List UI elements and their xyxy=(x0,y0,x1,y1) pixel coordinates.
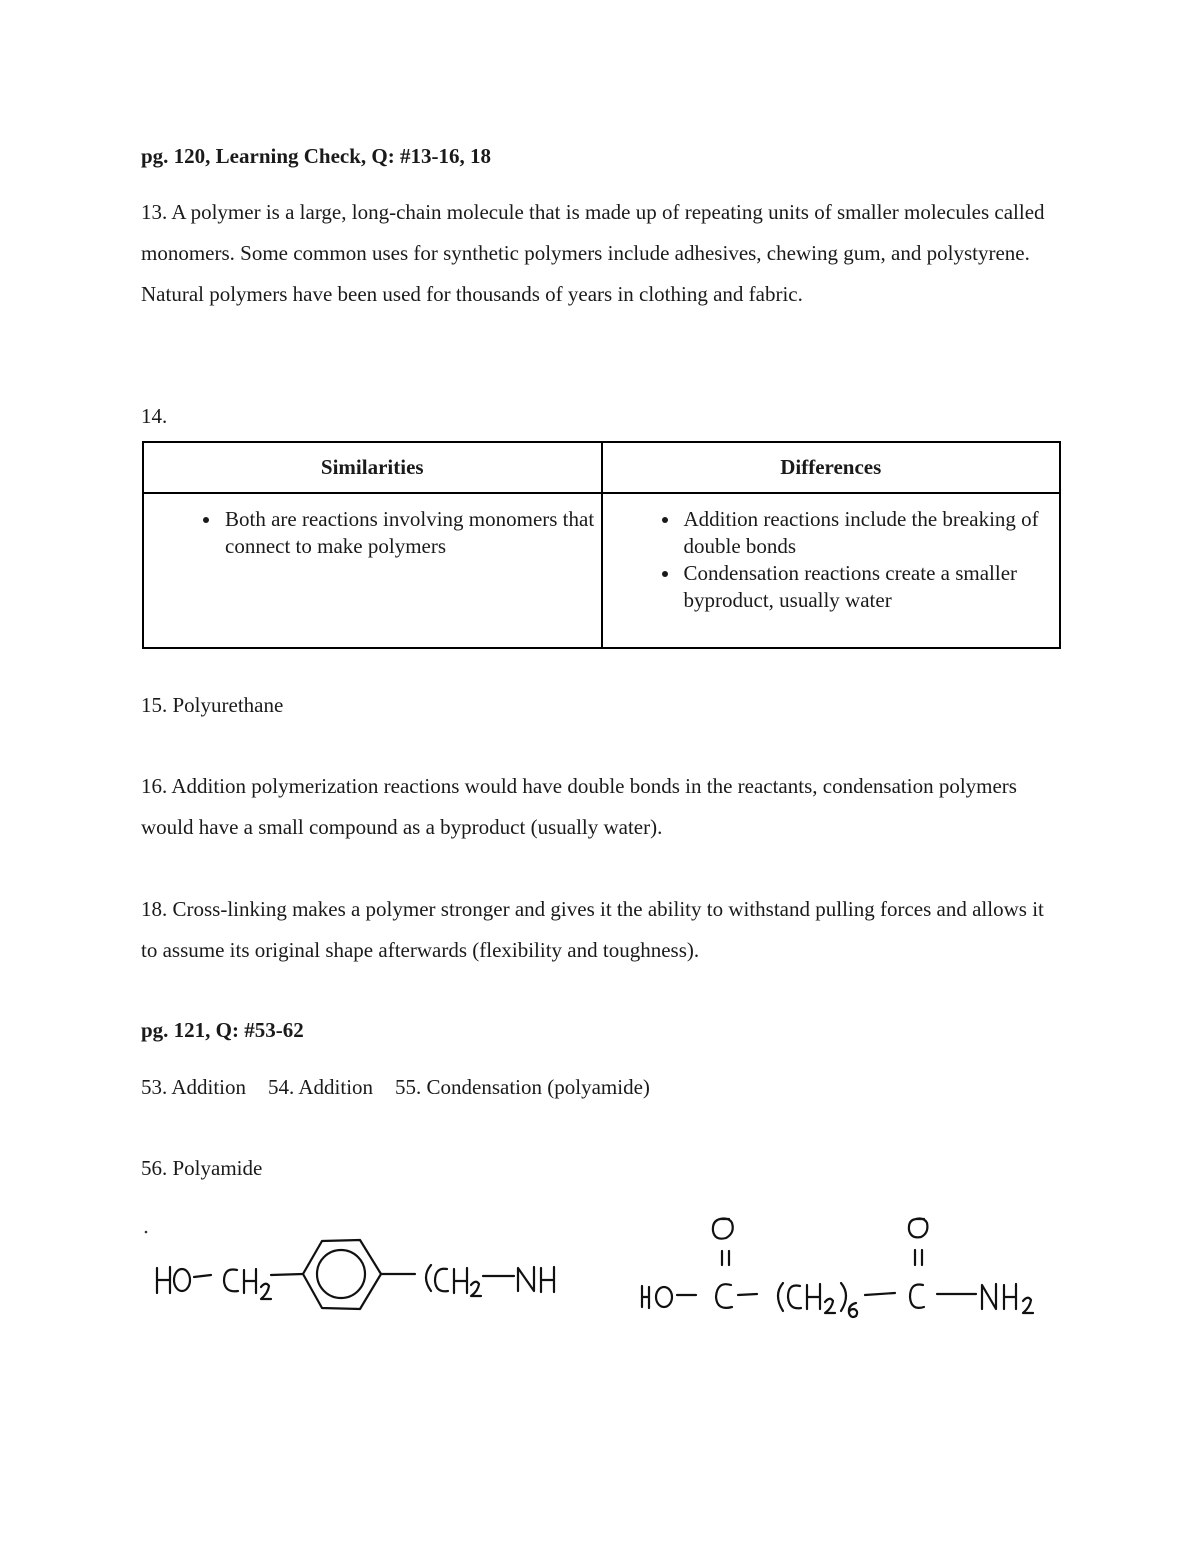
similarities-cell xyxy=(143,493,602,648)
list-item: • Addition reactions include the breaking of double bonds xyxy=(681,506,1060,560)
comparison-table xyxy=(142,441,1061,649)
header-differences: Differences xyxy=(602,442,1061,493)
differences-list xyxy=(603,506,1060,614)
handwritten-structures-drawing xyxy=(140,1205,1060,1325)
header-similarities: Similarities xyxy=(143,442,602,493)
heading-pg-121: pg. 121, Q: #53-62 xyxy=(141,1018,304,1042)
similarities-list xyxy=(144,506,601,560)
answer-55: 55. Condensation (polyamide) xyxy=(395,1075,650,1099)
structure-left xyxy=(157,1240,554,1309)
answer-16: 16. Addition polymerization reactions would have double bonds in the reactants, condensation polymers would have a small compound as a byproduct (usually water). xyxy=(141,774,1017,839)
answer-13: 13. A polymer is a large, long-chain molecule that is made up of repeating units of smaller molecules called monomers. Some common uses for synthetic polymers include adhesives, chewing gum, and polystyrene. Natural polymers have been used for thousands of years in clothing and fabric. xyxy=(141,200,1045,306)
answer-14-label: 14. xyxy=(141,404,168,428)
list-item: • Both are reactions involving monomers that connect to make polymers xyxy=(222,506,601,560)
list-item: • Condensation reactions create a smaller byproduct, usually water xyxy=(681,560,1060,614)
differences-cell xyxy=(602,493,1061,648)
answer-54: 54. Addition xyxy=(268,1075,374,1099)
answer-15: 15. Polyurethane xyxy=(141,693,284,717)
answers-row xyxy=(141,1067,1061,1108)
answer-53: 53. Addition xyxy=(141,1075,247,1099)
table-header-row xyxy=(143,442,1060,493)
stray-dot xyxy=(145,1231,148,1234)
heading-pg-120: pg. 120, Learning Check, Q: #13-16, 18 xyxy=(141,144,492,168)
structure-right xyxy=(642,1219,1033,1318)
answer-18: 18. Cross-linking makes a polymer stronger and gives it the ability to withstand pulling forces and allows it to assume its original shape afterwards (flexibility and toughness). xyxy=(141,897,1044,962)
table-body-row xyxy=(143,493,1060,648)
answer-56: 56. Polyamide xyxy=(141,1156,263,1180)
